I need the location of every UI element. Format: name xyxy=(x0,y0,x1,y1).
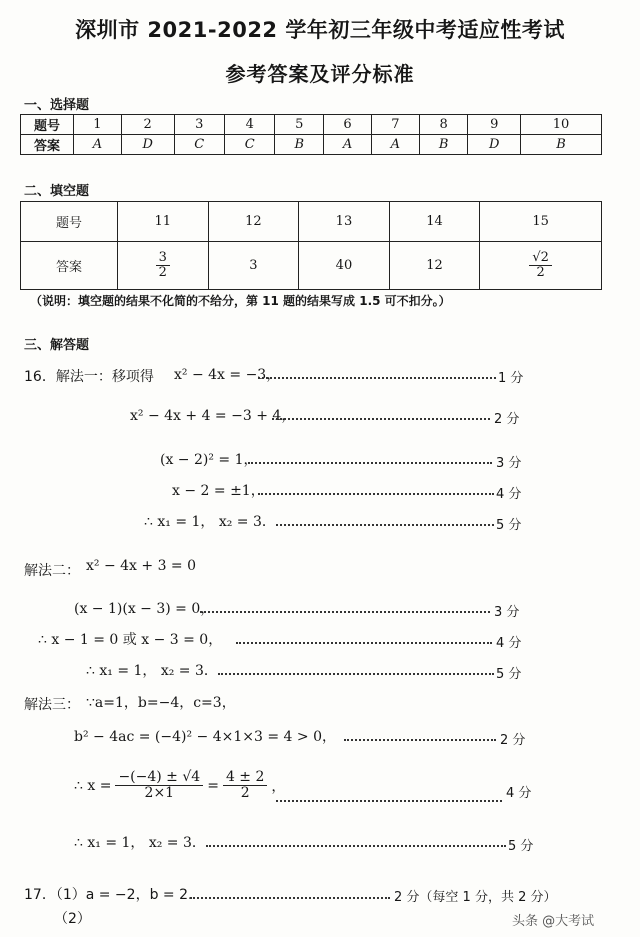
table-cell: 3 xyxy=(174,115,224,135)
table-cell: C xyxy=(174,135,224,155)
score-label: 5 分 xyxy=(496,667,522,682)
table-cell: 12 xyxy=(208,202,299,242)
table-cell: 8 xyxy=(419,115,468,135)
table-cell xyxy=(480,242,602,290)
q16-m2-line3: ∴ x₁ = 1， x₂ = 3． xyxy=(86,663,218,679)
table-cell: 2 xyxy=(121,115,174,135)
fraction-numerator: 4 ± 2 xyxy=(223,770,267,786)
q16-m1-line5: ∴ x₁ = 1， x₂ = 3． xyxy=(144,514,276,530)
dot-leader xyxy=(206,845,506,847)
table-cell: 6 xyxy=(324,115,372,135)
table-cell xyxy=(118,242,209,290)
fill-note: （说明：填空题的结果不化简的不给分，第 11 题的结果写成 1.5 可不扣分。） xyxy=(30,294,451,308)
table-cell: 14 xyxy=(389,202,480,242)
score-label: 1 分 xyxy=(498,371,524,386)
watermark: 头条 @大考试 xyxy=(512,914,595,929)
q16-method2-label: 解法二： xyxy=(24,563,80,579)
dot-leader xyxy=(248,462,492,464)
fraction-numerator: √2 xyxy=(529,251,552,266)
q17-line2: （2） xyxy=(54,911,91,927)
score-label: 4 分 xyxy=(506,786,532,801)
row-header-answer: 答案 xyxy=(21,242,118,290)
page-subtitle: 参考答案及评分标准 xyxy=(225,62,415,86)
table-row xyxy=(21,242,602,290)
table-row xyxy=(21,202,602,242)
dot-leader xyxy=(236,642,492,644)
table-cell: A xyxy=(74,135,122,155)
dot-leader xyxy=(258,493,494,495)
dot-leader xyxy=(276,800,502,802)
score-label: 2 分 xyxy=(500,733,526,748)
score-label: 4 分 xyxy=(496,487,522,502)
fraction xyxy=(529,251,552,281)
fraction-denominator: 2×1 xyxy=(144,785,175,802)
q16-m3-line2 xyxy=(74,770,285,802)
page-title: 深圳市 2021-2022 学年初三年级中考适应性考试 xyxy=(75,18,565,42)
table-cell: D xyxy=(468,135,521,155)
table-cell: 12 xyxy=(389,242,480,290)
q16-m1-line1: x² − 4x = −3， xyxy=(174,367,281,383)
q16-m3-line0: ∵a=1，b=−4，c=3， xyxy=(86,695,236,711)
row-header-question: 题号 xyxy=(21,115,74,135)
table-cell: C xyxy=(224,135,274,155)
table-cell: 7 xyxy=(371,115,419,135)
fraction xyxy=(115,770,203,802)
q16-m3-line3: ∴ x₁ = 1， x₂ = 3． xyxy=(74,835,206,851)
section-heading-fill: 二、填空题 xyxy=(24,184,90,199)
q16-m1-line3: (x − 2)² = 1， xyxy=(160,452,258,468)
score-label: 5 分 xyxy=(496,518,522,533)
table-cell: A xyxy=(324,135,372,155)
table-cell: 4 xyxy=(224,115,274,135)
dot-leader xyxy=(276,524,494,526)
dot-leader xyxy=(258,377,496,379)
choice-answer-table xyxy=(20,114,602,155)
q16-method1-label: 16．解法一：移项得 xyxy=(24,369,154,385)
table-row xyxy=(21,115,602,135)
fraction xyxy=(156,251,170,281)
table-cell: B xyxy=(419,135,468,155)
row-header-question: 题号 xyxy=(21,202,118,242)
dot-leader xyxy=(344,739,496,741)
row-header-answer: 答案 xyxy=(21,135,74,155)
score-label: 3 分 xyxy=(494,605,520,620)
table-cell: 5 xyxy=(275,115,324,135)
fraction-numerator: 3 xyxy=(156,251,170,266)
q16-m2-line2: ∴ x − 1 = 0 或 x − 3 = 0， xyxy=(38,632,223,648)
dot-leader xyxy=(200,611,490,613)
table-cell: A xyxy=(371,135,419,155)
score-label: 5 分 xyxy=(508,839,534,854)
table-cell: 15 xyxy=(480,202,602,242)
q16-m1-line4: x − 2 = ±1， xyxy=(172,483,265,499)
dot-leader xyxy=(272,418,490,420)
dot-leader xyxy=(218,673,494,675)
q16-m1-line2: x² − 4x + 4 = −3 + 4， xyxy=(130,408,296,424)
table-cell: 13 xyxy=(299,202,390,242)
q17-line1: 17．（1）a = −2，b = 2． xyxy=(24,887,202,903)
formula-prefix: ∴ x = xyxy=(74,777,112,794)
table-cell: 3 xyxy=(208,242,299,290)
formula-suffix: ， xyxy=(271,778,286,795)
q16-m3-line1: b² − 4ac = (−4)² − 4×1×3 = 4 > 0， xyxy=(74,729,336,745)
table-cell: 40 xyxy=(299,242,390,290)
table-cell: 1 xyxy=(74,115,122,135)
score-label: 2 分 xyxy=(494,412,520,427)
section-heading-choice: 一、选择题 xyxy=(24,98,90,113)
table-cell: B xyxy=(275,135,324,155)
dot-leader xyxy=(190,897,390,899)
q16-m2-line0: x² − 4x + 3 = 0 xyxy=(86,558,197,574)
score-label: 2 分（每空 1 分，共 2 分） xyxy=(394,890,557,905)
table-cell: 10 xyxy=(521,115,602,135)
q16-m2-line1: (x − 1)(x − 3) = 0， xyxy=(74,601,215,617)
score-label: 4 分 xyxy=(496,636,522,651)
fraction-denominator: 2 xyxy=(240,785,250,802)
table-cell: B xyxy=(521,135,602,155)
equals-sign: = xyxy=(207,777,219,794)
score-label: 3 分 xyxy=(496,456,522,471)
table-cell: 9 xyxy=(468,115,521,135)
fill-answer-table xyxy=(20,201,602,290)
table-cell: D xyxy=(121,135,174,155)
table-cell: 11 xyxy=(118,202,209,242)
fraction-denominator: 2 xyxy=(536,265,545,280)
table-row xyxy=(21,135,602,155)
fraction-denominator: 2 xyxy=(158,265,167,280)
q16-method3-label: 解法三： xyxy=(24,697,80,713)
fraction-numerator: −(−4) ± √4 xyxy=(115,770,203,786)
fraction xyxy=(223,770,267,802)
section-heading-solve: 三、解答题 xyxy=(24,338,90,353)
